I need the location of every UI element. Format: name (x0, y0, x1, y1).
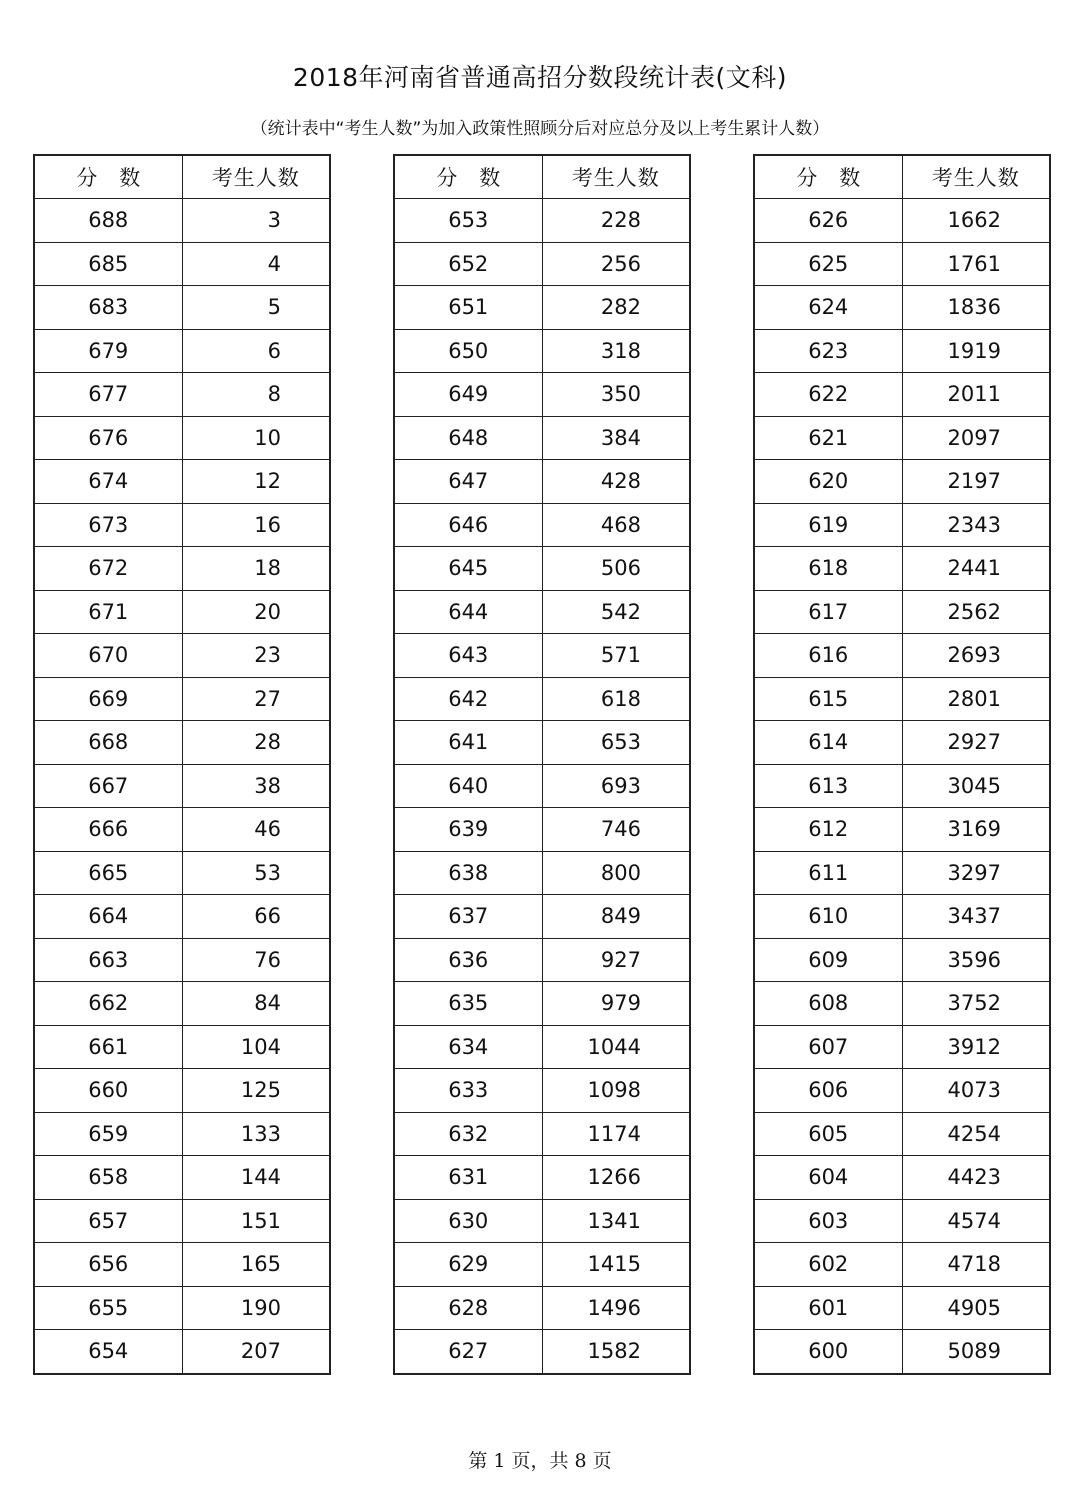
table-row (754, 982, 1050, 1026)
count-cell: 3169 (902, 808, 1050, 852)
table-row (754, 634, 1050, 678)
score-cell: 660 (34, 1069, 182, 1113)
table-row (394, 677, 690, 721)
table-row (754, 721, 1050, 765)
score-cell: 605 (754, 1112, 902, 1156)
table-row (34, 634, 330, 678)
count-cell: 151 (182, 1199, 330, 1243)
count-cell: 256 (542, 242, 690, 286)
count-cell: 228 (542, 199, 690, 243)
count-cell: 927 (542, 938, 690, 982)
count-cell: 4423 (902, 1156, 1050, 1200)
count-cell: 979 (542, 982, 690, 1026)
score-cell: 636 (394, 938, 542, 982)
table-row (394, 329, 690, 373)
score-cell: 638 (394, 851, 542, 895)
count-cell: 133 (182, 1112, 330, 1156)
score-cell: 650 (394, 329, 542, 373)
table-row (394, 242, 690, 286)
score-cell: 679 (34, 329, 182, 373)
table-row (34, 808, 330, 852)
count-cell: 84 (182, 982, 330, 1026)
table-row (34, 1156, 330, 1200)
score-cell: 619 (754, 503, 902, 547)
score-cell: 645 (394, 547, 542, 591)
table-row (34, 373, 330, 417)
table-header-row (754, 155, 1050, 199)
table-row (754, 286, 1050, 330)
count-cell: 3 (182, 199, 330, 243)
count-cell: 506 (542, 547, 690, 591)
table-row (754, 329, 1050, 373)
score-cell: 620 (754, 460, 902, 504)
count-cell: 693 (542, 764, 690, 808)
table-row (394, 1286, 690, 1330)
score-cell: 648 (394, 416, 542, 460)
score-cell: 685 (34, 242, 182, 286)
table-row (394, 547, 690, 591)
table-row (34, 1286, 330, 1330)
score-cell: 612 (754, 808, 902, 852)
count-cell: 468 (542, 503, 690, 547)
score-cell: 674 (34, 460, 182, 504)
count-cell: 53 (182, 851, 330, 895)
table-row (394, 199, 690, 243)
score-cell: 659 (34, 1112, 182, 1156)
count-cell: 3045 (902, 764, 1050, 808)
table-row (34, 590, 330, 634)
table-row (394, 286, 690, 330)
header-count: 考生人数 (182, 155, 330, 199)
score-cell: 606 (754, 1069, 902, 1113)
count-cell: 542 (542, 590, 690, 634)
count-cell: 318 (542, 329, 690, 373)
table-row (394, 938, 690, 982)
score-cell: 624 (754, 286, 902, 330)
score-cell: 602 (754, 1243, 902, 1287)
score-cell: 663 (34, 938, 182, 982)
table-row (754, 1286, 1050, 1330)
count-cell: 1582 (542, 1330, 690, 1374)
table-row (754, 416, 1050, 460)
score-cell: 613 (754, 764, 902, 808)
score-cell: 647 (394, 460, 542, 504)
count-cell: 3596 (902, 938, 1050, 982)
count-cell: 4718 (902, 1243, 1050, 1287)
table-row (394, 1069, 690, 1113)
score-cell: 649 (394, 373, 542, 417)
table-row (394, 764, 690, 808)
count-cell: 4905 (902, 1286, 1050, 1330)
score-cell: 601 (754, 1286, 902, 1330)
table-row (754, 547, 1050, 591)
count-cell: 125 (182, 1069, 330, 1113)
score-cell: 672 (34, 547, 182, 591)
count-cell: 23 (182, 634, 330, 678)
score-cell: 609 (754, 938, 902, 982)
count-cell: 144 (182, 1156, 330, 1200)
table-header-row (394, 155, 690, 199)
header-score: 分数 (34, 155, 182, 199)
score-cell: 633 (394, 1069, 542, 1113)
table-row (394, 634, 690, 678)
count-cell: 3752 (902, 982, 1050, 1026)
count-cell: 350 (542, 373, 690, 417)
count-cell: 1266 (542, 1156, 690, 1200)
table-row (34, 503, 330, 547)
header-count: 考生人数 (902, 155, 1050, 199)
table-row (754, 895, 1050, 939)
score-cell: 656 (34, 1243, 182, 1287)
count-cell: 1415 (542, 1243, 690, 1287)
table-row (394, 590, 690, 634)
table-row (34, 460, 330, 504)
table-row (34, 982, 330, 1026)
score-cell: 668 (34, 721, 182, 765)
count-cell: 2197 (902, 460, 1050, 504)
table-row (34, 242, 330, 286)
score-cell: 611 (754, 851, 902, 895)
count-cell: 165 (182, 1243, 330, 1287)
count-cell: 5 (182, 286, 330, 330)
table-row (754, 199, 1050, 243)
score-cell: 688 (34, 199, 182, 243)
table-row (34, 1069, 330, 1113)
count-cell: 46 (182, 808, 330, 852)
table-row (754, 503, 1050, 547)
page-footer: 第 1 页，共 8 页 (468, 1450, 612, 1472)
count-cell: 2801 (902, 677, 1050, 721)
table-row (394, 721, 690, 765)
count-cell: 1761 (902, 242, 1050, 286)
table-row (754, 242, 1050, 286)
score-cell: 618 (754, 547, 902, 591)
score-cell: 669 (34, 677, 182, 721)
table-row (34, 329, 330, 373)
table-row (754, 1199, 1050, 1243)
score-cell: 662 (34, 982, 182, 1026)
count-cell: 104 (182, 1025, 330, 1069)
table-header-row (34, 155, 330, 199)
table-row (754, 1025, 1050, 1069)
count-cell: 428 (542, 460, 690, 504)
score-cell: 622 (754, 373, 902, 417)
score-cell: 632 (394, 1112, 542, 1156)
count-cell: 1496 (542, 1286, 690, 1330)
count-cell: 27 (182, 677, 330, 721)
table-row (754, 590, 1050, 634)
score-cell: 643 (394, 634, 542, 678)
table-row (394, 503, 690, 547)
count-cell: 618 (542, 677, 690, 721)
count-cell: 190 (182, 1286, 330, 1330)
count-cell: 4254 (902, 1112, 1050, 1156)
count-cell: 76 (182, 938, 330, 982)
score-cell: 640 (394, 764, 542, 808)
count-cell: 2562 (902, 590, 1050, 634)
table-body (34, 199, 330, 1374)
table-row (394, 1025, 690, 1069)
count-cell: 2097 (902, 416, 1050, 460)
score-cell: 623 (754, 329, 902, 373)
table-row (394, 982, 690, 1026)
count-cell: 207 (182, 1330, 330, 1374)
table-row (394, 373, 690, 417)
count-cell: 1836 (902, 286, 1050, 330)
table-row (754, 808, 1050, 852)
score-cell: 630 (394, 1199, 542, 1243)
count-cell: 3437 (902, 895, 1050, 939)
score-cell: 655 (34, 1286, 182, 1330)
count-cell: 2441 (902, 547, 1050, 591)
count-cell: 2011 (902, 373, 1050, 417)
header-score: 分数 (754, 155, 902, 199)
score-cell: 610 (754, 895, 902, 939)
score-cell: 626 (754, 199, 902, 243)
score-cell: 665 (34, 851, 182, 895)
table-row (34, 199, 330, 243)
table-row (394, 1112, 690, 1156)
score-cell: 657 (34, 1199, 182, 1243)
score-cell: 604 (754, 1156, 902, 1200)
table-row (754, 1069, 1050, 1113)
count-cell: 2693 (902, 634, 1050, 678)
count-cell: 800 (542, 851, 690, 895)
count-cell: 28 (182, 721, 330, 765)
count-cell: 4073 (902, 1069, 1050, 1113)
score-cell: 666 (34, 808, 182, 852)
table-row (754, 1330, 1050, 1374)
score-cell: 676 (34, 416, 182, 460)
count-cell: 16 (182, 503, 330, 547)
score-cell: 616 (754, 634, 902, 678)
count-cell: 1174 (542, 1112, 690, 1156)
count-cell: 571 (542, 634, 690, 678)
score-cell: 631 (394, 1156, 542, 1200)
table-row (394, 1199, 690, 1243)
score-cell: 600 (754, 1330, 902, 1374)
header-score: 分数 (394, 155, 542, 199)
table-row (394, 1243, 690, 1287)
table-row (34, 721, 330, 765)
table-row (754, 1243, 1050, 1287)
count-cell: 38 (182, 764, 330, 808)
table-row (394, 1156, 690, 1200)
count-cell: 5089 (902, 1330, 1050, 1374)
table-body (394, 199, 690, 1374)
document-title: 2018年河南省普通高招分数段统计表(文科) (292, 63, 788, 92)
table-row (754, 851, 1050, 895)
score-cell: 644 (394, 590, 542, 634)
score-cell: 658 (34, 1156, 182, 1200)
score-cell: 635 (394, 982, 542, 1026)
score-cell: 641 (394, 721, 542, 765)
count-cell: 18 (182, 547, 330, 591)
table-row (754, 938, 1050, 982)
count-cell: 1044 (542, 1025, 690, 1069)
count-cell: 1341 (542, 1199, 690, 1243)
table-row (34, 1199, 330, 1243)
count-cell: 8 (182, 373, 330, 417)
score-table-2 (393, 154, 691, 1375)
count-cell: 2343 (902, 503, 1050, 547)
score-cell: 625 (754, 242, 902, 286)
score-cell: 673 (34, 503, 182, 547)
score-cell: 617 (754, 590, 902, 634)
table-row (754, 1156, 1050, 1200)
table-row (754, 373, 1050, 417)
count-cell: 20 (182, 590, 330, 634)
count-cell: 1919 (902, 329, 1050, 373)
table-body (754, 199, 1050, 1374)
count-cell: 653 (542, 721, 690, 765)
table-row (394, 895, 690, 939)
table-row (34, 895, 330, 939)
score-cell: 652 (394, 242, 542, 286)
score-table-1 (33, 154, 331, 1375)
score-cell: 642 (394, 677, 542, 721)
table-row (394, 851, 690, 895)
table-row (394, 808, 690, 852)
table-row (34, 851, 330, 895)
score-cell: 607 (754, 1025, 902, 1069)
table-row (34, 416, 330, 460)
table-row (754, 677, 1050, 721)
table-row (394, 416, 690, 460)
document-subtitle: （统计表中“考生人数”为加入政策性照顾分后对应总分及以上考生累计人数） (250, 119, 830, 139)
table-row (34, 286, 330, 330)
score-cell: 651 (394, 286, 542, 330)
count-cell: 3912 (902, 1025, 1050, 1069)
score-cell: 646 (394, 503, 542, 547)
score-cell: 621 (754, 416, 902, 460)
score-cell: 683 (34, 286, 182, 330)
table-row (754, 460, 1050, 504)
score-cell: 654 (34, 1330, 182, 1374)
count-cell: 66 (182, 895, 330, 939)
score-cell: 629 (394, 1243, 542, 1287)
count-cell: 1662 (902, 199, 1050, 243)
count-cell: 12 (182, 460, 330, 504)
score-cell: 671 (34, 590, 182, 634)
count-cell: 3297 (902, 851, 1050, 895)
score-cell: 627 (394, 1330, 542, 1374)
score-cell: 634 (394, 1025, 542, 1069)
score-cell: 664 (34, 895, 182, 939)
table-row (34, 1025, 330, 1069)
count-cell: 6 (182, 329, 330, 373)
table-row (754, 1112, 1050, 1156)
table-row (34, 677, 330, 721)
score-cell: 614 (754, 721, 902, 765)
score-cell: 603 (754, 1199, 902, 1243)
score-cell: 677 (34, 373, 182, 417)
score-table-3 (753, 154, 1051, 1375)
score-cell: 639 (394, 808, 542, 852)
count-cell: 2927 (902, 721, 1050, 765)
table-row (34, 1243, 330, 1287)
score-cell: 661 (34, 1025, 182, 1069)
count-cell: 10 (182, 416, 330, 460)
header-count: 考生人数 (542, 155, 690, 199)
table-row (754, 764, 1050, 808)
score-cell: 615 (754, 677, 902, 721)
count-cell: 849 (542, 895, 690, 939)
score-cell: 608 (754, 982, 902, 1026)
score-cell: 637 (394, 895, 542, 939)
score-cell: 628 (394, 1286, 542, 1330)
table-row (34, 547, 330, 591)
table-row (394, 460, 690, 504)
table-row (34, 1330, 330, 1374)
score-cell: 670 (34, 634, 182, 678)
count-cell: 282 (542, 286, 690, 330)
table-row (34, 764, 330, 808)
table-row (34, 938, 330, 982)
score-cell: 667 (34, 764, 182, 808)
count-cell: 4 (182, 242, 330, 286)
count-cell: 1098 (542, 1069, 690, 1113)
count-cell: 746 (542, 808, 690, 852)
count-cell: 4574 (902, 1199, 1050, 1243)
table-row (34, 1112, 330, 1156)
score-cell: 653 (394, 199, 542, 243)
table-row (394, 1330, 690, 1374)
count-cell: 384 (542, 416, 690, 460)
